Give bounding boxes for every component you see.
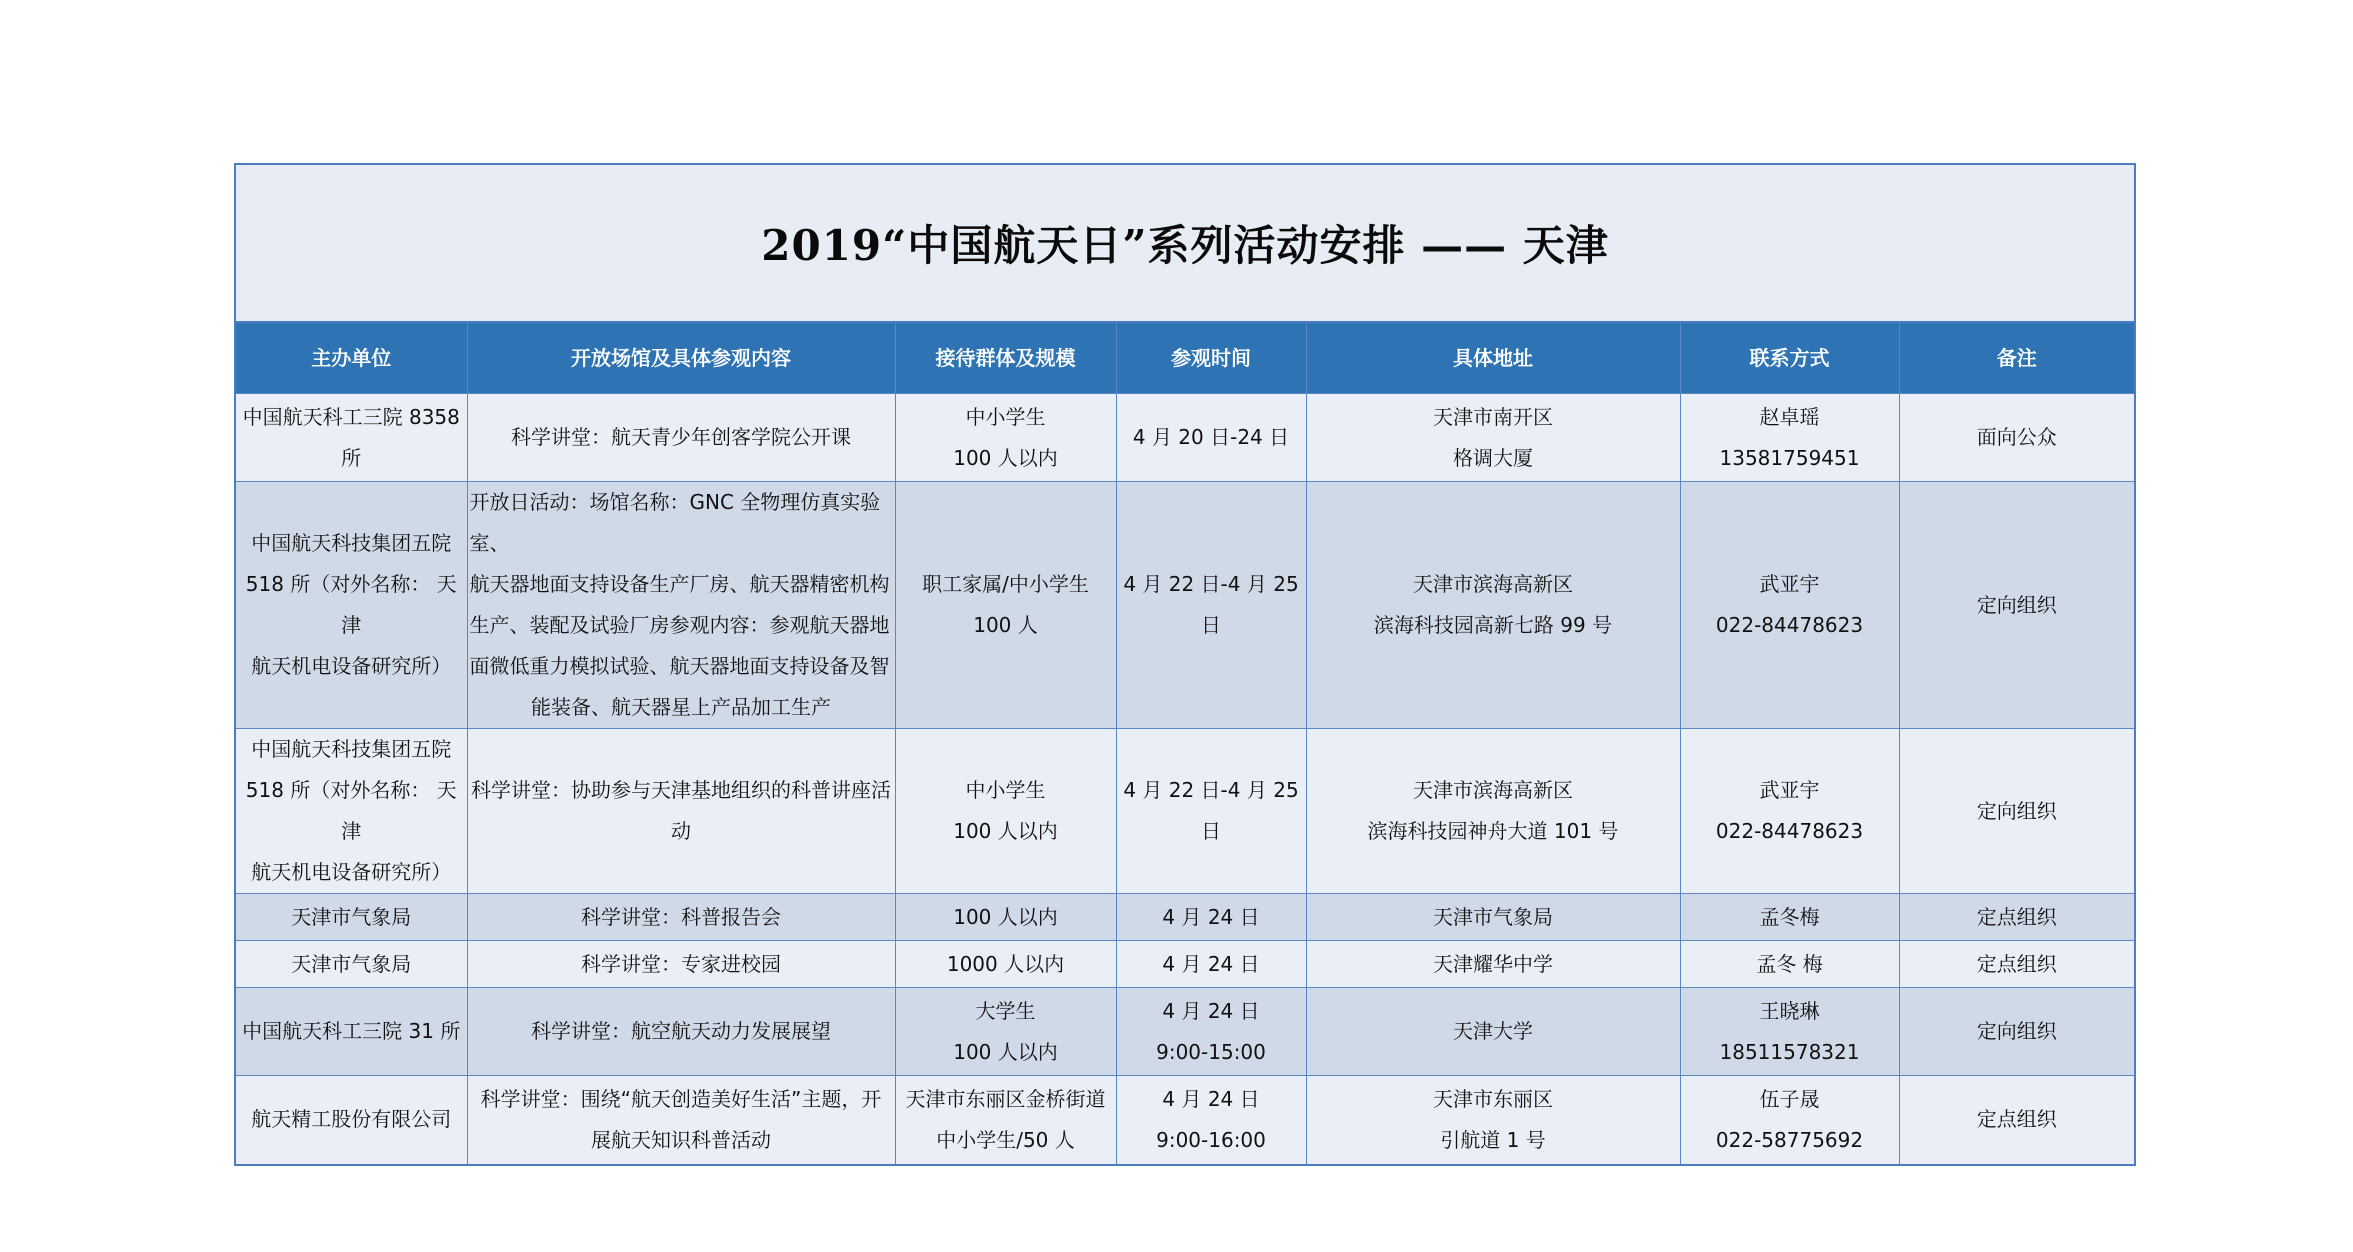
cell-org: [236, 729, 467, 894]
cell-contact: [1680, 1076, 1899, 1164]
cell-address: [1306, 1076, 1680, 1164]
cell-note: 定向组织: [1899, 482, 2134, 729]
time-line: 4 月 24 日: [1162, 1086, 1260, 1111]
cell-contact: [1680, 988, 1899, 1076]
cell-note: 面向公众: [1899, 394, 2134, 482]
cell-org: [236, 1076, 467, 1164]
contact-line: 022-84478623: [1715, 819, 1864, 843]
cell-org: [236, 394, 467, 482]
content-line: 展航天知识科普活动: [591, 1127, 771, 1152]
content-line: 面微低重力模拟试验、航天器地面支持设备及智: [469, 654, 890, 678]
time-line: 4 月 24 日: [1162, 998, 1260, 1023]
cell-time: [1116, 394, 1306, 482]
time-line: 9:00-16:00: [1156, 1127, 1266, 1152]
org-line: 航天精工股份有限公司: [251, 1107, 452, 1132]
address-line: 天津大学: [1453, 1019, 1533, 1043]
contact-line: 13581759451: [1719, 445, 1860, 470]
contact-line: 022-58775692: [1715, 1127, 1864, 1152]
audience-line: 天津市东丽区金桥街道: [905, 1086, 1106, 1111]
audience-line: 100 人以内: [953, 1039, 1058, 1064]
cell-contact: [1680, 729, 1899, 894]
org-line: 518 所（对外名称： 天津: [245, 778, 457, 843]
audience-line: 100 人以内: [953, 819, 1058, 843]
cell-time: [1116, 988, 1306, 1076]
audience-line: 大学生: [975, 998, 1036, 1023]
cell-org: [236, 988, 467, 1076]
header-note: 备注: [1899, 323, 2134, 394]
cell-audience: [895, 1076, 1116, 1164]
cell-address: 天津耀华中学: [1306, 941, 1680, 988]
audience-line: 职工家属/中小学生: [922, 572, 1089, 596]
org-line: 航天机电设备研究所）: [251, 654, 452, 678]
cell-address: [1306, 394, 1680, 482]
cell-time: [1116, 482, 1306, 729]
time-line: 4 月 22 日-4 月 25 日: [1123, 778, 1299, 843]
time-line: 4 月 22 日-4 月 25 日: [1123, 572, 1299, 637]
content-line: 航天器地面支持设备生产厂房、航天器精密机构: [469, 572, 890, 596]
org-line: 所: [341, 445, 362, 470]
header-contact: 联系方式: [1680, 323, 1899, 394]
contact-line: 赵卓瑶: [1759, 404, 1820, 429]
cell-audience: 100 人以内: [895, 894, 1116, 941]
cell-contact: [1680, 482, 1899, 729]
table-row: [236, 482, 2134, 729]
audience-line: 100 人: [973, 613, 1038, 637]
content-line: 科学讲堂：航空航天动力发展展望: [531, 1019, 831, 1043]
time-line: 9:00-15:00: [1156, 1039, 1266, 1064]
contact-line: 022-84478623: [1715, 613, 1864, 637]
table-row: [236, 729, 2134, 894]
org-line: 中国航天科工三院 8358: [242, 404, 460, 429]
header-org: 主办单位: [236, 323, 467, 394]
cell-content: [467, 1076, 895, 1164]
cell-org: 天津市气象局: [236, 941, 467, 988]
address-line: 天津市东丽区: [1433, 1086, 1553, 1111]
content-line: 科学讲堂：协助参与天津基地组织的科普讲座活: [471, 778, 891, 802]
table-row: [236, 988, 2134, 1076]
address-line: 引航道 1 号: [1440, 1127, 1546, 1152]
cell-address: [1306, 729, 1680, 894]
org-line: 航天机电设备研究所）: [251, 860, 452, 884]
header-audience: 接待群体及规模: [895, 323, 1116, 394]
cell-audience: [895, 988, 1116, 1076]
cell-contact: 孟冬梅: [1680, 894, 1899, 941]
schedule-table: [236, 323, 2134, 1164]
contact-line: 王晓琳: [1759, 998, 1820, 1023]
address-line: 天津市滨海高新区: [1413, 572, 1573, 596]
cell-note: 定点组织: [1899, 941, 2134, 988]
title-band: [236, 165, 2134, 323]
cell-note: 定向组织: [1899, 988, 2134, 1076]
cell-contact: [1680, 394, 1899, 482]
content-line: 开放日活动：场馆名称：GNC 全物理仿真实验室、: [469, 490, 881, 555]
cell-content: [467, 482, 895, 729]
cell-note: 定向组织: [1899, 729, 2134, 894]
cell-note: 定点组织: [1899, 1076, 2134, 1164]
cell-audience: [895, 482, 1116, 729]
address-line: 天津市滨海高新区: [1413, 778, 1573, 802]
contact-line: 伍子晟: [1759, 1086, 1820, 1111]
cell-content: 科学讲堂：科普报告会: [467, 894, 895, 941]
content-line: 能装备、航天器星上产品加工生产: [531, 695, 831, 719]
cell-address: [1306, 988, 1680, 1076]
content-line: 科学讲堂：航天青少年创客学院公开课: [511, 425, 851, 449]
address-line: 滨海科技园神舟大道 101 号: [1367, 819, 1619, 843]
cell-audience: [895, 729, 1116, 894]
content-line: 科学讲堂：围绕“航天创造美好生活”主题，开: [480, 1086, 882, 1111]
audience-line: 中小学生: [965, 778, 1046, 802]
content-line: 生产、装配及试验厂房参观内容：参观航天器地: [469, 613, 890, 637]
header-row: [236, 323, 2134, 394]
cell-content: 科学讲堂：专家进校园: [467, 941, 895, 988]
cell-content: [467, 394, 895, 482]
org-line: 中国航天科技集团五院: [251, 531, 452, 555]
table-row: [236, 1076, 2134, 1164]
cell-contact: 孟冬 梅: [1680, 941, 1899, 988]
address-line: 格调大厦: [1453, 445, 1533, 470]
cell-org: [236, 482, 467, 729]
audience-line: 100 人以内: [953, 445, 1058, 470]
contact-line: 武亚宇: [1759, 778, 1820, 802]
address-line: 滨海科技园高新七路 99 号: [1373, 613, 1613, 637]
contact-line: 武亚宇: [1759, 572, 1820, 596]
time-line: 4 月 20 日-24 日: [1132, 425, 1290, 449]
table-row: [236, 394, 2134, 482]
page-title: 2019“中国航天日”系列活动安排 —— 天津: [761, 221, 1609, 270]
cell-audience: [895, 394, 1116, 482]
cell-time: 4 月 24 日: [1116, 894, 1306, 941]
cell-time: 4 月 24 日: [1116, 941, 1306, 988]
cell-note: 定点组织: [1899, 894, 2134, 941]
cell-address: 天津市气象局: [1306, 894, 1680, 941]
org-line: 518 所（对外名称： 天津: [245, 572, 457, 637]
cell-time: [1116, 1076, 1306, 1164]
contact-line: 18511578321: [1719, 1039, 1860, 1064]
cell-content: [467, 729, 895, 894]
audience-line: 中小学生: [965, 404, 1046, 429]
header-content: 开放场馆及具体参观内容: [467, 323, 895, 394]
audience-line: 中小学生/50 人: [936, 1127, 1075, 1152]
org-line: 中国航天科技集团五院: [251, 737, 452, 761]
table-row: [236, 894, 2134, 941]
cell-address: [1306, 482, 1680, 729]
header-time: 参观时间: [1116, 323, 1306, 394]
content-line: 动: [671, 819, 691, 843]
header-address: 具体地址: [1306, 323, 1680, 394]
schedule-sheet: [234, 163, 2136, 1166]
org-line: 中国航天科工三院 31 所: [242, 1019, 461, 1043]
cell-org: 天津市气象局: [236, 894, 467, 941]
cell-content: [467, 988, 895, 1076]
cell-audience: 1000 人以内: [895, 941, 1116, 988]
cell-time: [1116, 729, 1306, 894]
table-row: [236, 941, 2134, 988]
address-line: 天津市南开区: [1433, 404, 1553, 429]
